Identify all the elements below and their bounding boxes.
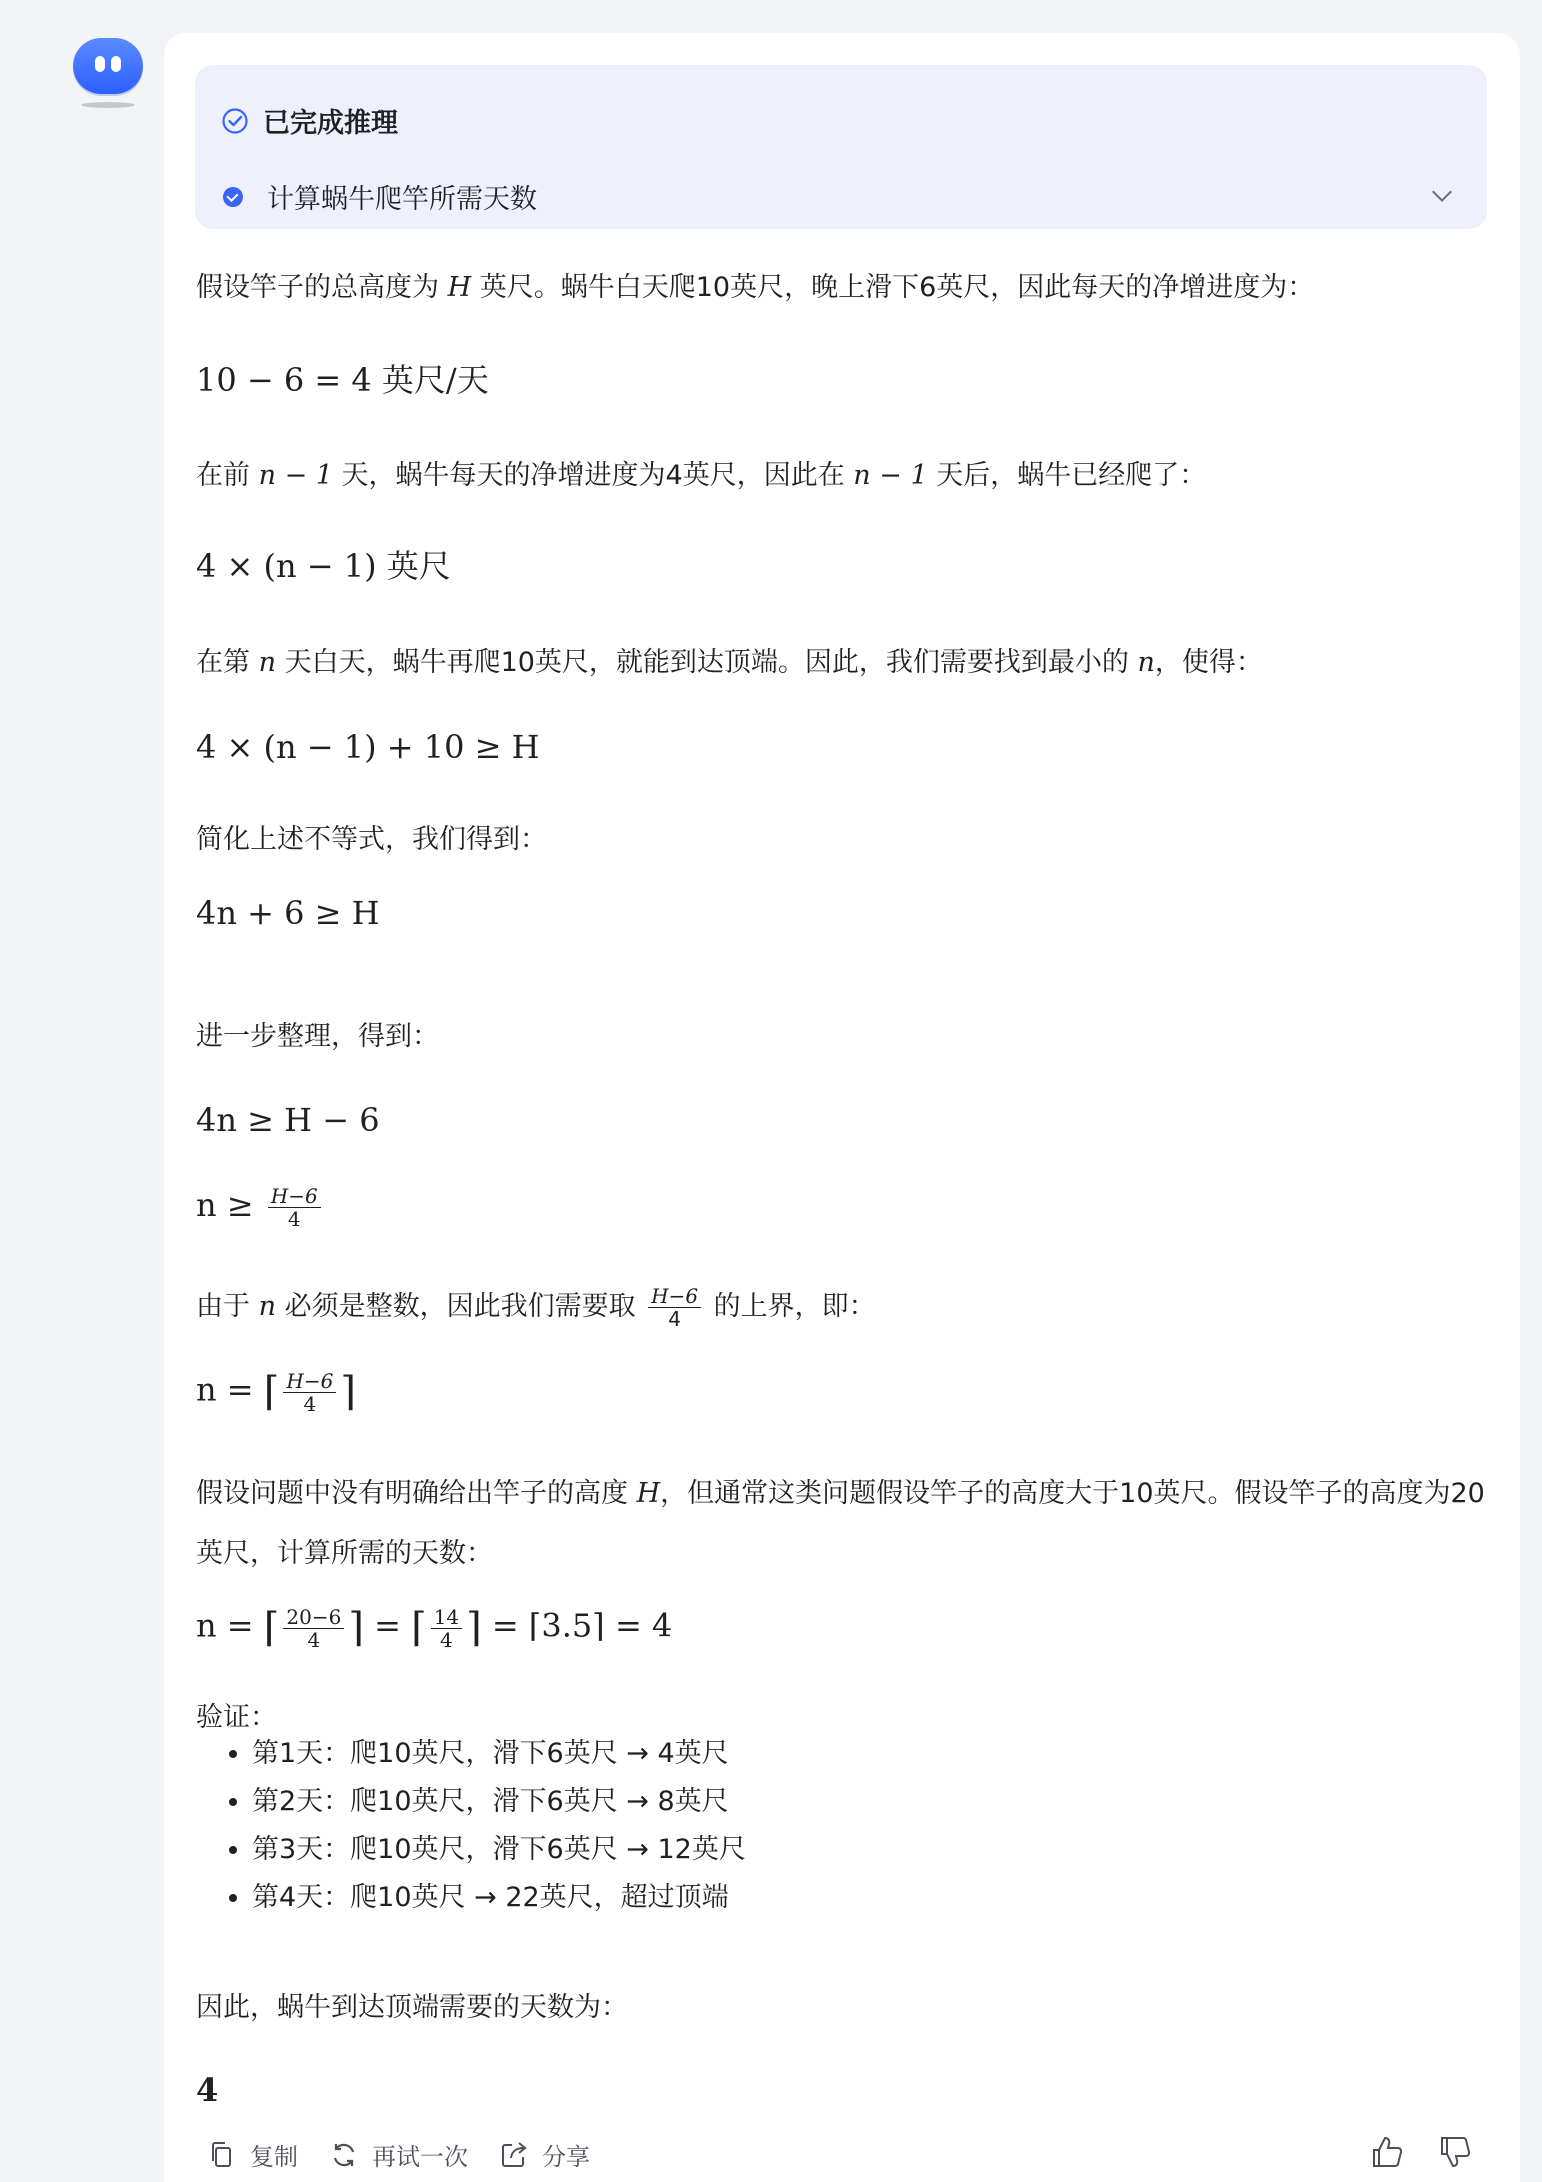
list-item: • 第1天：爬10英尺，滑下6英尺 → 4英尺 [252,1730,746,1778]
thumbs-down-icon[interactable] [1436,2133,1474,2171]
paragraph: 因此，蜗牛到达顶端需要的天数为： [196,1992,628,2023]
list-item: • 第2天：爬10英尺，滑下6英尺 → 8英尺 [252,1778,746,1826]
reasoning-step-label: 计算蜗牛爬竿所需天数 [267,184,537,215]
paragraph: 在第 n 天白天，蜗牛再爬10英尺，就能到达顶端。因此，我们需要找到最小的 n，使得： [196,647,1263,678]
equation: 4n ≥ H − 6 [196,1101,380,1139]
verification-list [216,1730,746,1922]
list-item: • 第4天：爬10英尺 → 22英尺，超过顶端 [252,1874,746,1922]
paragraph: 进一步整理，得到： [196,1021,439,1052]
reasoning-panel[interactable] [195,65,1487,229]
refresh-icon [328,2139,360,2171]
fraction: $\frac{H-6}{4}$ [648,1285,701,1330]
reasoning-title: 已完成推理 [263,108,398,139]
fraction: $\frac{H-6}{4}$ [283,1370,336,1415]
final-answer: 4 [196,2071,219,2109]
equation: n = ⌈ $\frac{H-6}{4}$ ⌉ [196,1368,356,1416]
bot-face-icon [73,38,143,94]
check-circle-icon [221,107,249,135]
message-actions [206,2137,590,2172]
fraction: $\frac{H-6}{4}$ [268,1185,321,1230]
chevron-down-icon[interactable] [1432,182,1452,202]
assistant-avatar [73,38,143,108]
step-done-icon [223,187,243,207]
share-button[interactable]: 分享 [498,2137,590,2172]
paragraph: 由于 n 必须是整数，因此我们需要取 $\frac{H-6}{4}$ 的上界，即： [196,1284,876,1331]
reasoning-step [223,177,537,216]
reasoning-header [221,101,398,140]
list-item: • 第3天：爬10英尺，滑下6英尺 → 12英尺 [252,1826,746,1874]
feedback-buttons [1368,2133,1474,2171]
equation: 4n + 6 ≥ H [196,894,380,932]
equation: n = ⌈ $\frac{20-6}{4}$ ⌉ = ⌈ $\frac{14}{4}$ ⌉ = ⌈3.5⌉ = 4 [196,1604,673,1652]
equation: n ≥ $\frac{H-6}{4}$ [196,1185,325,1230]
copy-button[interactable]: 复制 [206,2137,298,2172]
share-icon [498,2139,530,2171]
equation: 4 × (n − 1) + 10 ≥ H [196,728,540,766]
paragraph: 简化上述不等式，我们得到： [196,824,547,855]
paragraph: 验证： [196,1702,277,1733]
retry-button[interactable]: 再试一次 [328,2137,468,2172]
thumbs-up-icon[interactable] [1368,2133,1406,2171]
message-card [164,33,1520,2182]
equation: 4 × (n − 1) 英尺 [196,547,451,585]
paragraph: 假设竿子的总高度为 H 英尺。蜗牛白天爬10英尺，晚上滑下6英尺，因此每天的净增进度为： [196,272,1315,303]
paragraph: 在前 n − 1 天，蜗牛每天的净增进度为4英尺，因此在 n − 1 天后，蜗牛已经爬了： [196,460,1207,491]
fraction: $\frac{20-6}{4}$ [283,1606,344,1651]
equation: 10 − 6 = 4 英尺/天 [196,361,489,399]
paragraph: 假设问题中没有明确给出竿子的高度 H，但通常这类问题假设竿子的高度大于10英尺。假设竿子的高度为20英尺，计算所需的天数： [196,1478,1485,1569]
copy-icon [206,2139,238,2171]
fraction: $\frac{14}{4}$ [431,1606,462,1651]
